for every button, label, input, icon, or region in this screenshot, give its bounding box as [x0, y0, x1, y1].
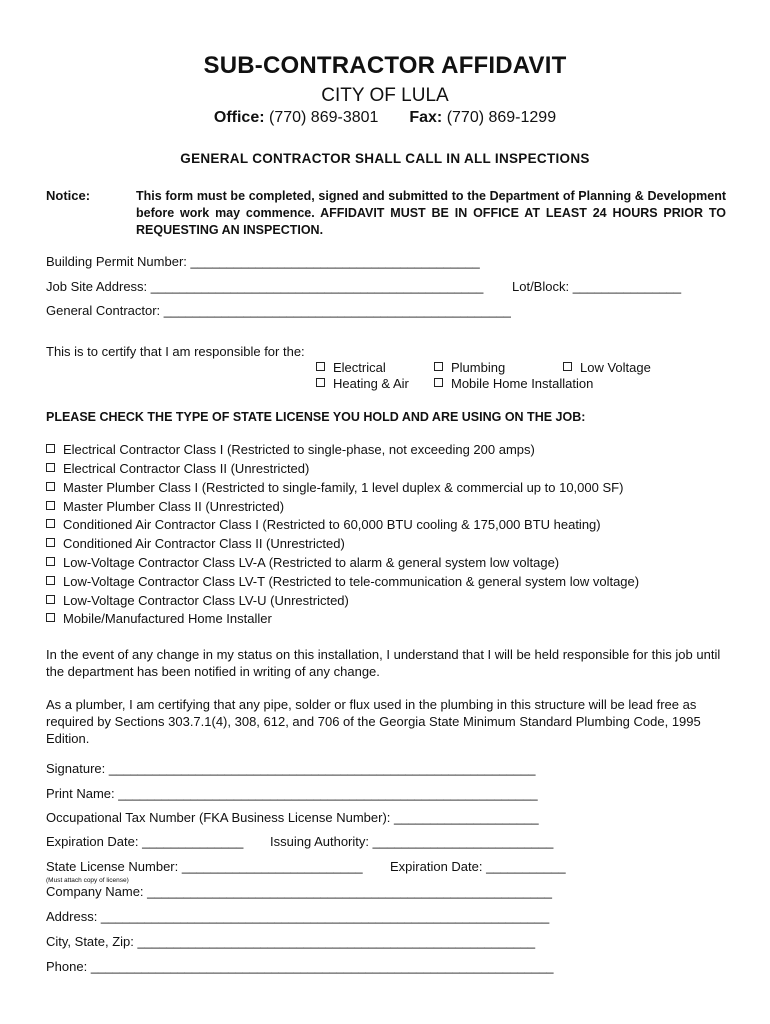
lot-block-field[interactable]: Lot/Block: _______________: [512, 279, 682, 294]
license-option[interactable]: Electrical Contractor Class I (Restricted to single-phase, not exceeding 200 amps): [46, 442, 535, 457]
license-expiration-field[interactable]: Expiration Date: ___________: [390, 859, 566, 874]
attach-license-note: (Must attach copy of license): [46, 877, 129, 884]
office-label: Office:: [213, 109, 265, 126]
city-name: CITY OF LULA: [321, 85, 449, 106]
office-phone: (770) 869-3801: [269, 109, 379, 126]
checkbox-icon: [316, 362, 325, 371]
checkbox-icon: [46, 444, 55, 453]
form-title: SUB-CONTRACTOR AFFIDAVIT: [203, 52, 567, 79]
license-option[interactable]: Conditioned Air Contractor Class I (Restricted to 60,000 BTU cooling & 175,000 BTU heating): [46, 517, 601, 532]
checkbox-icon: [46, 501, 55, 510]
license-heading: PLEASE CHECK THE TYPE OF STATE LICENSE YOU HOLD AND ARE USING ON THE JOB:: [46, 410, 586, 424]
notice-label: Notice:: [46, 188, 91, 203]
checkbox-icon: [434, 378, 443, 387]
checkbox-icon: [316, 378, 325, 387]
checkbox-heating-air[interactable]: Heating & Air: [316, 376, 409, 391]
checkbox-icon: [46, 463, 55, 472]
checkbox-icon: [46, 519, 55, 528]
checkbox-icon: [46, 613, 55, 622]
permit-number-field[interactable]: Building Permit Number: ________________________________________: [46, 254, 480, 269]
checkbox-icon: [563, 362, 572, 371]
license-option[interactable]: Low-Voltage Contractor Class LV-U (Unrestricted): [46, 593, 349, 608]
expiration-date-field[interactable]: Expiration Date: ______________: [46, 834, 244, 849]
fax-label: Fax:: [409, 109, 443, 126]
general-contractor-field[interactable]: General Contractor: ________________________________________________: [46, 303, 511, 318]
inspection-instruction: GENERAL CONTRACTOR SHALL CALL IN ALL INSPECTIONS: [180, 151, 590, 166]
checkbox-electrical[interactable]: Electrical: [316, 360, 386, 375]
phone-field[interactable]: Phone: ________________________________________________________________: [46, 959, 554, 974]
plumber-paragraph: As a plumber, I am certifying that any pipe, solder or flux used in the plumbing in this structure will be lead free as required by Sections 303.7.1(4), 308, 612, and 706 of the Georgia State Minimum Standard Plumbing Code, 1995 Edition.: [46, 697, 701, 746]
license-option[interactable]: Low-Voltage Contractor Class LV-T (Restricted to tele-communication & general system low voltage): [46, 574, 639, 589]
responsibility-paragraph: In the event of any change in my status on this installation, I understand that I will be held responsible for this job until the department has been notified in writing of any change.: [46, 647, 721, 679]
notice-text: This form must be completed, signed and submitted to the Department of Planning & Development before work may commence. AFFIDAVIT MUST BE IN OFFICE AT LEAST 24 HOURS PRIOR TO REQUESTING AN INSPECTION.: [136, 189, 726, 237]
checkbox-icon: [46, 576, 55, 585]
checkbox-plumbing[interactable]: Plumbing: [434, 360, 505, 375]
license-option[interactable]: Low-Voltage Contractor Class LV-A (Restricted to alarm & general system low voltage): [46, 555, 559, 570]
contact-line: [0, 109, 770, 127]
license-option[interactable]: Master Plumber Class I (Restricted to single-family, 1 level duplex & commercial up to 10,000 SF): [46, 480, 623, 495]
company-name-field[interactable]: Company Name: ________________________________________________________: [46, 884, 553, 899]
license-option[interactable]: Electrical Contractor Class II (Unrestricted): [46, 461, 309, 476]
checkbox-mobile-home[interactable]: Mobile Home Installation: [434, 376, 593, 391]
print-name-field[interactable]: Print Name: __________________________________________________________: [46, 786, 538, 801]
checkbox-low-voltage[interactable]: Low Voltage: [563, 360, 651, 375]
checkbox-icon: [434, 362, 443, 371]
checkbox-icon: [46, 595, 55, 604]
fax-phone: (770) 869-1299: [446, 109, 557, 126]
job-site-address-field[interactable]: Job Site Address: ______________________________________________: [46, 279, 484, 294]
address-field[interactable]: Address: ______________________________________________________________: [46, 909, 550, 924]
city-state-zip-field[interactable]: City, State, Zip: _______________________________________________________: [46, 934, 536, 949]
checkbox-icon: [46, 538, 55, 547]
license-option[interactable]: Mobile/Manufactured Home Installer: [46, 611, 272, 626]
issuing-authority-field[interactable]: Issuing Authority: _________________________: [270, 834, 554, 849]
license-option[interactable]: Conditioned Air Contractor Class II (Unrestricted): [46, 536, 345, 551]
checkbox-icon: [46, 557, 55, 566]
checkbox-icon: [46, 482, 55, 491]
certify-intro: This is to certify that I am responsible for the:: [46, 344, 305, 359]
signature-field[interactable]: Signature: ___________________________________________________________: [46, 761, 536, 776]
license-option[interactable]: Master Plumber Class II (Unrestricted): [46, 499, 284, 514]
state-license-field[interactable]: State License Number: _________________________: [46, 859, 363, 874]
tax-number-field[interactable]: Occupational Tax Number (FKA Business License Number): ____________________: [46, 810, 539, 825]
